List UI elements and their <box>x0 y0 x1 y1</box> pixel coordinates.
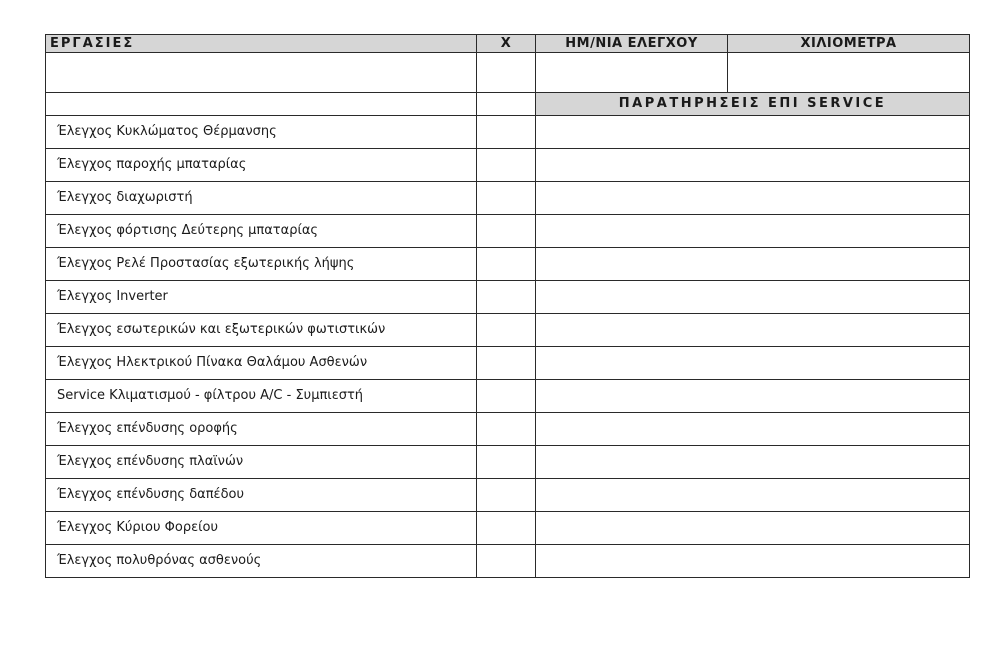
check-mark-cell[interactable] <box>477 347 536 380</box>
checklist-row <box>46 446 970 479</box>
task-label: Έλεγχος διαχωριστή <box>46 182 477 215</box>
check-mark-cell[interactable] <box>477 512 536 545</box>
notes-cell[interactable] <box>536 545 970 578</box>
x-header: Χ <box>477 35 536 53</box>
notes-cell[interactable] <box>536 248 970 281</box>
entry-x-cell[interactable] <box>477 53 536 93</box>
notes-cell[interactable] <box>536 413 970 446</box>
notes-header-row <box>46 93 970 116</box>
check-mark-cell[interactable] <box>477 281 536 314</box>
notes-cell[interactable] <box>536 281 970 314</box>
check-mark-cell[interactable] <box>477 182 536 215</box>
task-label: Έλεγχος Κύριου Φορείου <box>46 512 477 545</box>
task-label: Έλεγχος πολυθρόνας ασθενούς <box>46 545 477 578</box>
checklist-row <box>46 479 970 512</box>
notes-cell[interactable] <box>536 446 970 479</box>
task-label: Έλεγχος παροχής μπαταρίας <box>46 149 477 182</box>
task-label: Έλεγχος επένδυσης οροφής <box>46 413 477 446</box>
service-notes-header: ΠΑΡΑΤΗΡΗΣΕΙΣ ΕΠΙ SERVICE <box>536 93 970 116</box>
check-mark-cell[interactable] <box>477 314 536 347</box>
notes-cell[interactable] <box>536 182 970 215</box>
check-mark-cell[interactable] <box>477 446 536 479</box>
check-mark-cell[interactable] <box>477 413 536 446</box>
checklist-row <box>46 545 970 578</box>
notes-cell[interactable] <box>536 479 970 512</box>
service-checklist-table <box>45 34 970 578</box>
check-date-header: ΗΜ/ΝΙΑ ΕΛΕΓΧΟΥ <box>536 35 728 53</box>
task-label: Έλεγχος Ρελέ Προστασίας εξωτερικής λήψης <box>46 248 477 281</box>
notes-header-task-cell <box>46 93 477 116</box>
check-mark-cell[interactable] <box>477 215 536 248</box>
task-label: Έλεγχος επένδυσης πλαϊνών <box>46 446 477 479</box>
entry-row <box>46 53 970 93</box>
task-label: Έλεγχος εσωτερικών και εξωτερικών φωτιστικών <box>46 314 477 347</box>
checklist-row <box>46 347 970 380</box>
task-label: Έλεγχος Ηλεκτρικού Πίνακα Θαλάμου Ασθενών <box>46 347 477 380</box>
notes-cell[interactable] <box>536 380 970 413</box>
notes-cell[interactable] <box>536 512 970 545</box>
task-label: Έλεγχος φόρτισης Δεύτερης μπαταρίας <box>46 215 477 248</box>
checklist-row <box>46 281 970 314</box>
task-label: Έλεγχος Inverter <box>46 281 477 314</box>
notes-cell[interactable] <box>536 116 970 149</box>
header-row <box>46 35 970 53</box>
check-date-field[interactable] <box>536 53 728 93</box>
checklist-row <box>46 380 970 413</box>
entry-task-cell[interactable] <box>46 53 477 93</box>
checklist-row <box>46 314 970 347</box>
checklist-row <box>46 512 970 545</box>
tasks-header: ΕΡΓΑΣΙΕΣ <box>46 35 477 53</box>
task-label: Έλεγχος επένδυσης δαπέδου <box>46 479 477 512</box>
kilometers-header: ΧΙΛΙΟΜΕΤΡΑ <box>728 35 970 53</box>
checklist-row <box>46 149 970 182</box>
check-mark-cell[interactable] <box>477 149 536 182</box>
task-label: Έλεγχος Κυκλώματος Θέρμανσης <box>46 116 477 149</box>
check-mark-cell[interactable] <box>477 545 536 578</box>
task-label: Service Κλιματισμού - φίλτρου A/C - Συμπιεστή <box>46 380 477 413</box>
notes-cell[interactable] <box>536 347 970 380</box>
checklist-row <box>46 116 970 149</box>
checklist-row <box>46 182 970 215</box>
checklist-row <box>46 215 970 248</box>
check-mark-cell[interactable] <box>477 380 536 413</box>
notes-header-x-cell <box>477 93 536 116</box>
checklist-row <box>46 248 970 281</box>
check-mark-cell[interactable] <box>477 116 536 149</box>
check-mark-cell[interactable] <box>477 248 536 281</box>
checklist-row <box>46 413 970 446</box>
notes-cell[interactable] <box>536 149 970 182</box>
notes-cell[interactable] <box>536 314 970 347</box>
check-mark-cell[interactable] <box>477 479 536 512</box>
kilometers-field[interactable] <box>728 53 970 93</box>
notes-cell[interactable] <box>536 215 970 248</box>
